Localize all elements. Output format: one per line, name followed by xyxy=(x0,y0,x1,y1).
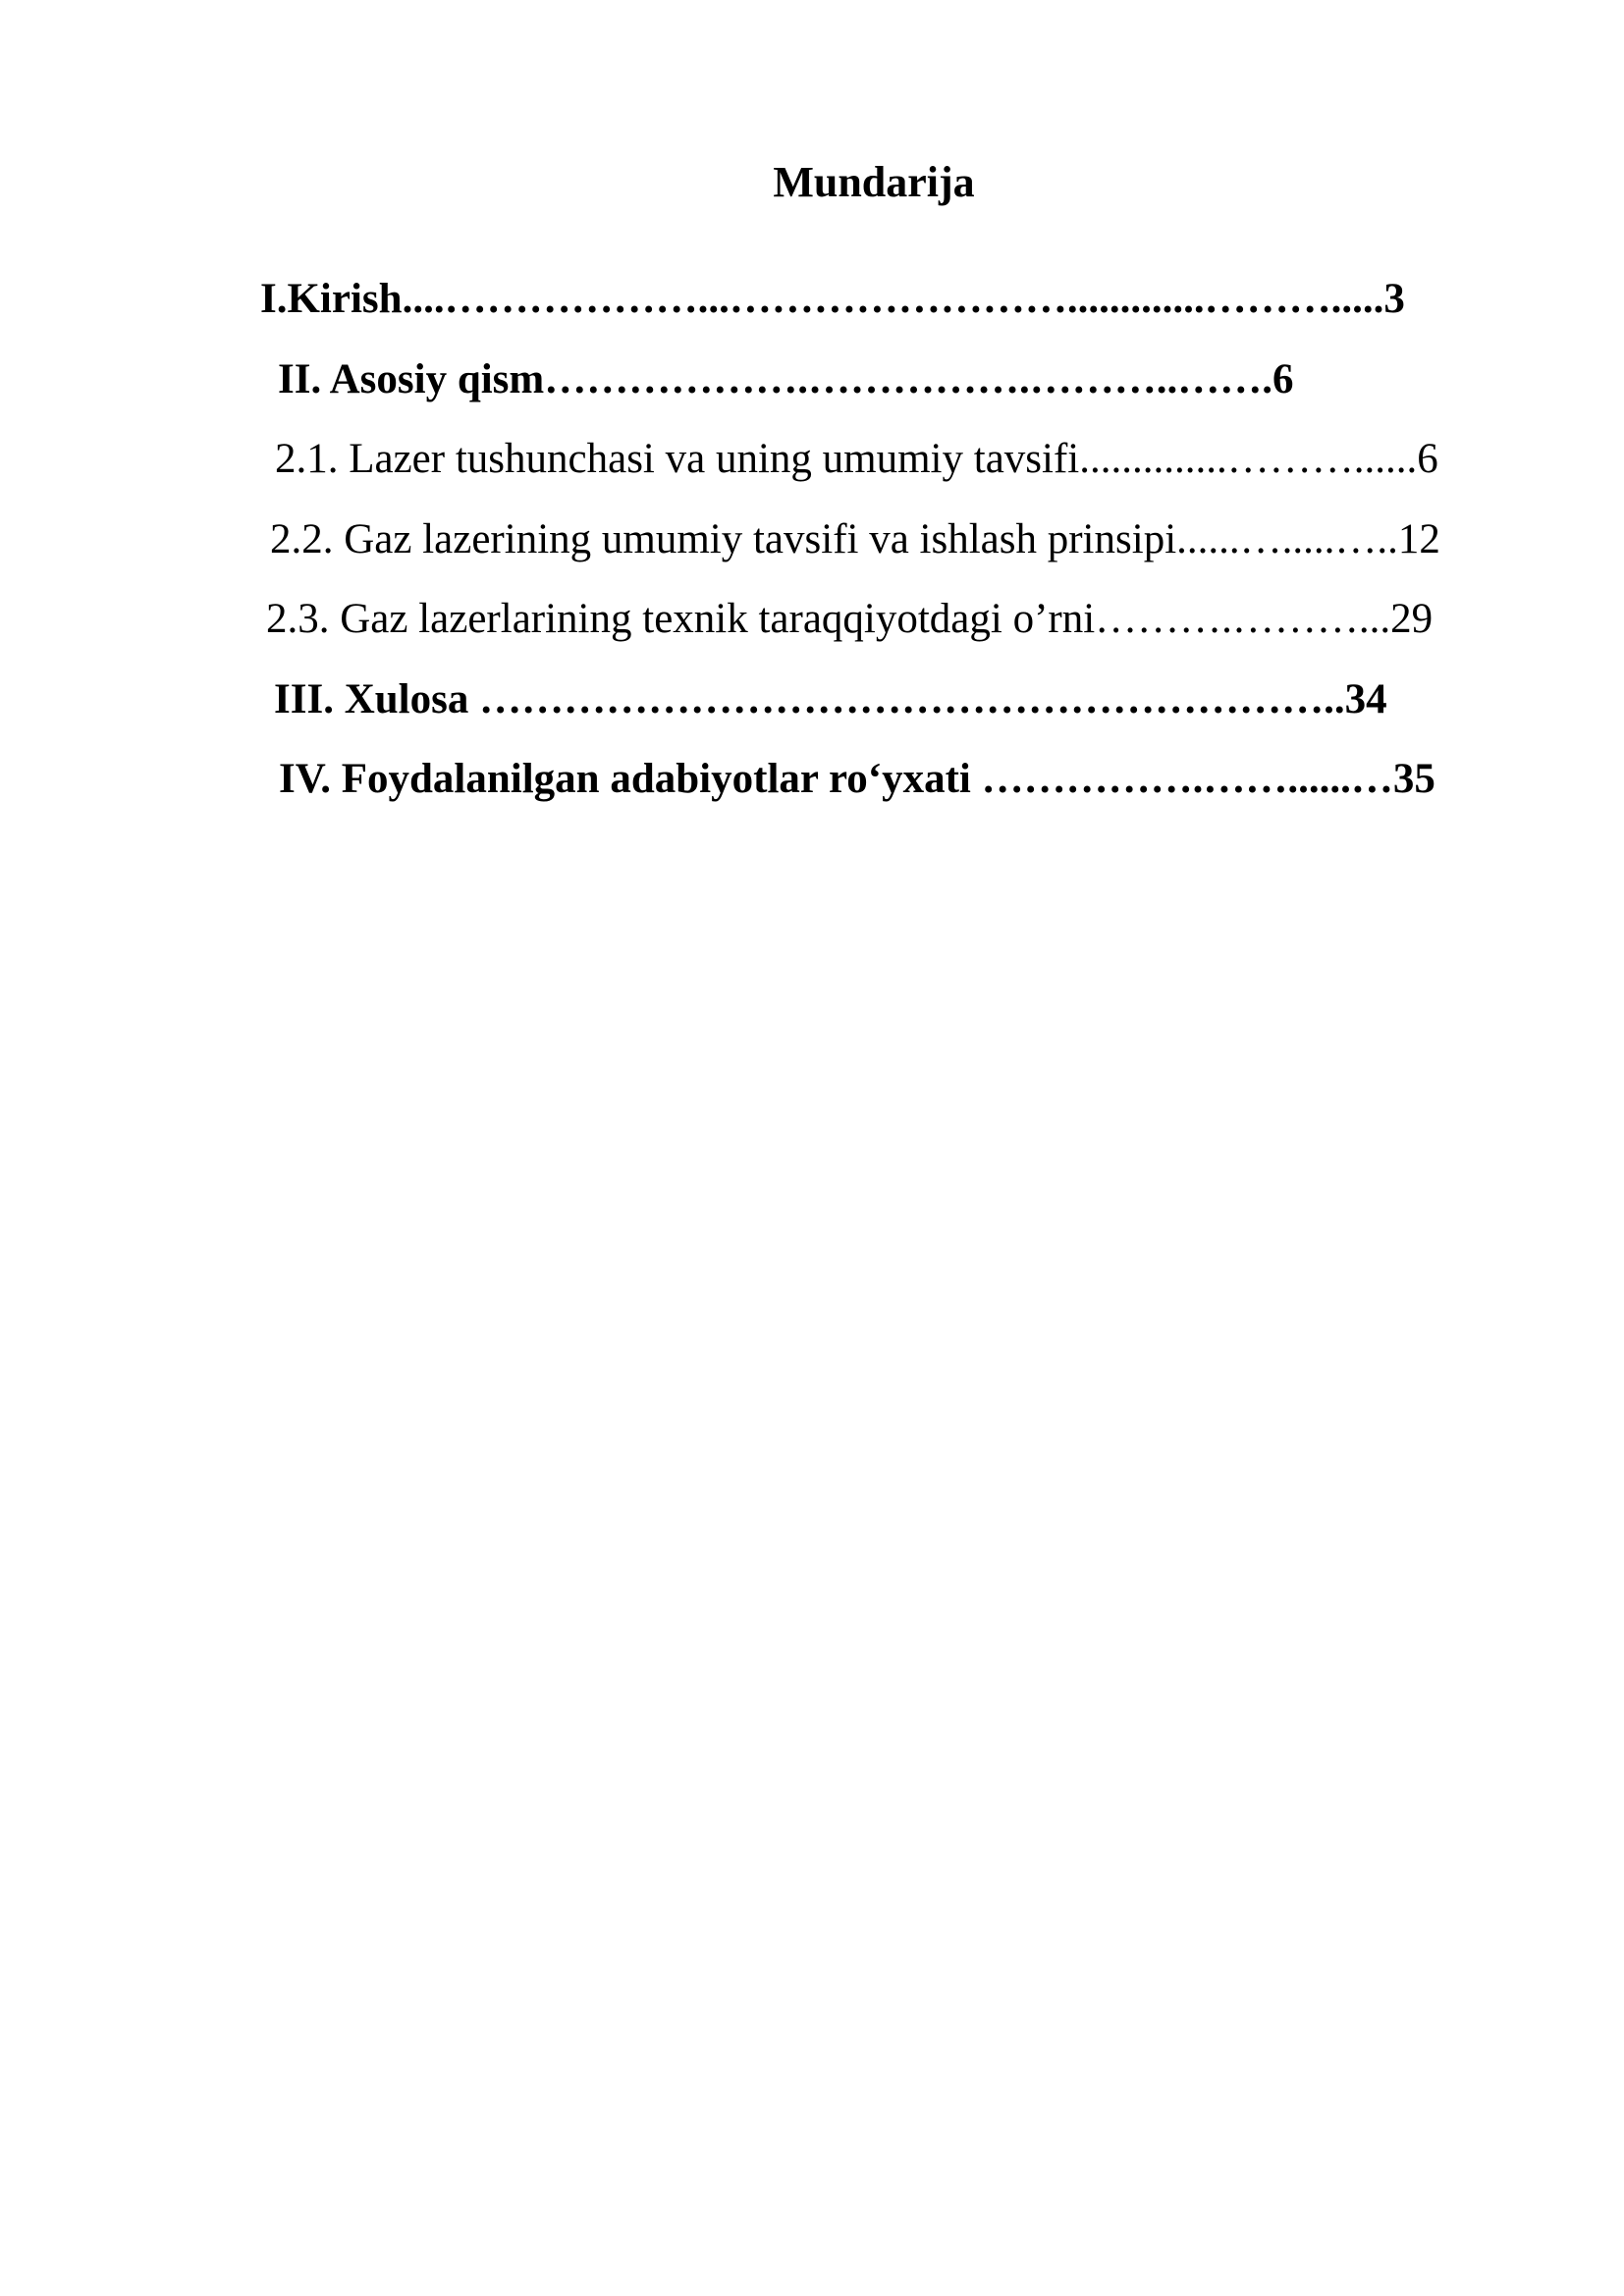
toc-entry-page-number: 34 xyxy=(1344,676,1387,722)
toc-entry-adabiyotlar xyxy=(279,752,1435,807)
toc-entry-title: 2.1. Lazer tushunchasi va uning umumiy tavsifi xyxy=(275,436,1080,482)
toc-entry-title: II. Asosiy qism xyxy=(278,356,545,402)
toc-entry-leader: ......….....….. xyxy=(1176,516,1398,562)
toc-entry-leader: ....………………...…………………….............………..... xyxy=(402,276,1384,322)
toc-entry-leader: …………………………………………………….. xyxy=(468,676,1345,722)
toc-entry-2-2 xyxy=(270,512,1440,567)
page-title: Mundarija xyxy=(773,158,975,206)
toc-entry-page-number: 35 xyxy=(1392,756,1435,802)
toc-entry-2-1 xyxy=(275,432,1438,487)
toc-entry-page-number: 29 xyxy=(1390,596,1434,642)
toc-entry-2-3 xyxy=(266,592,1433,647)
toc-entry-title: 2.3. Gaz lazerlarining texnik taraqqiyotdagi o’rni xyxy=(266,596,1096,642)
toc-entry-leader: …………….……......… xyxy=(970,756,1393,802)
toc-entry-title: III. Xulosa xyxy=(274,676,469,722)
toc-entry-leader: ……….………... xyxy=(1095,596,1391,642)
toc-entry-title: I.Kirish xyxy=(260,276,403,322)
toc-entry-page-number: 3 xyxy=(1383,276,1405,322)
toc-entry-page-number: 6 xyxy=(1417,436,1438,482)
toc-entry-title: 2.2. Gaz lazerining umumiy tavsifi va ishlash prinsipi xyxy=(270,516,1177,562)
toc-entry-title: IV. Foydalanilgan adabiyotlar ro‘yxati xyxy=(279,756,971,802)
toc-entry-xulosa xyxy=(274,672,1387,727)
toc-entry-asosiy-qism xyxy=(278,352,1293,407)
toc-entry-leader: ..............………...... xyxy=(1079,436,1418,482)
toc-entry-leader: ……………….…………….………..……. xyxy=(544,356,1272,402)
toc-entry-page-number: 6 xyxy=(1272,356,1294,402)
toc-entry-page-number: 12 xyxy=(1397,516,1440,562)
toc-entry-kirish xyxy=(260,272,1405,327)
